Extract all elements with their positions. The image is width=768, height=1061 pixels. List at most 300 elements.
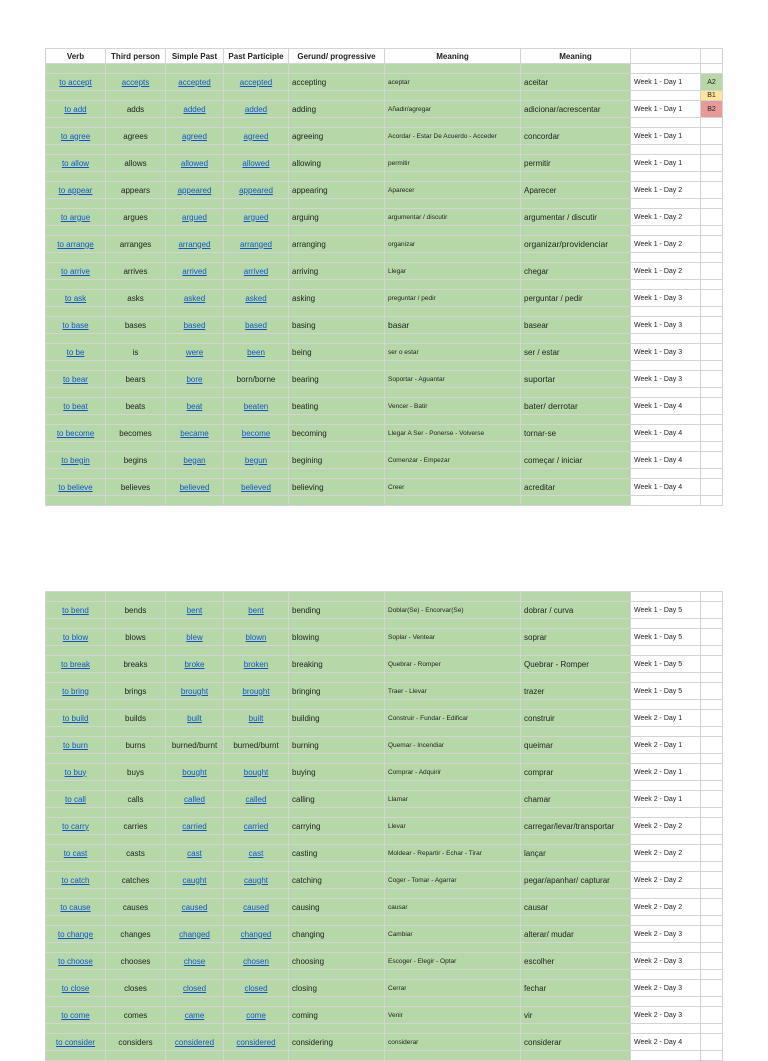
week-cell: Week 2 - Day 3 (631, 1007, 701, 1024)
verb-cell-link[interactable]: to consider (55, 1037, 96, 1047)
spacer-row (46, 118, 723, 128)
spacer-cell (289, 700, 385, 710)
meaning-pt-cell: suportar (521, 371, 631, 388)
spacer-cell (166, 889, 224, 899)
past-participle-cell-link[interactable]: asked (245, 293, 267, 303)
verb-cell-link[interactable]: to come (61, 1010, 90, 1020)
meaning-pt-cell: Aparecer (521, 182, 631, 199)
spacer-row (46, 889, 723, 899)
spacer-cell (289, 889, 385, 899)
past-participle-cell (224, 764, 289, 781)
verb-cell (46, 1007, 106, 1024)
gerund-cell: being (289, 344, 385, 361)
simple-past-cell-link[interactable]: argued (182, 212, 207, 222)
level-cell (701, 629, 723, 646)
past-participle-cell-link[interactable]: brought (242, 686, 270, 696)
level-cell (701, 656, 723, 673)
spacer-cell (224, 172, 289, 182)
past-participle-cell-link[interactable]: been (247, 347, 265, 357)
meaning-es-cell: causar (385, 899, 521, 916)
simple-past-cell (166, 290, 224, 307)
spacer-cell (224, 916, 289, 926)
verb-cell-link[interactable]: to close (61, 983, 90, 993)
level-cell (701, 602, 723, 619)
table-row[interactable] (46, 236, 723, 253)
spacer-cell (631, 145, 701, 155)
spacer-cell (701, 1024, 723, 1034)
spacer-cell (521, 91, 631, 101)
verb-cell (46, 425, 106, 442)
gerund-cell: becoming (289, 425, 385, 442)
simple-past-cell-link[interactable]: brought (180, 686, 209, 696)
table-row[interactable] (46, 263, 723, 280)
spacer-cell (289, 1051, 385, 1061)
simple-past-cell-link[interactable]: broke (184, 659, 205, 669)
verb-cell-link[interactable]: to allow (61, 158, 90, 168)
table-row[interactable] (46, 602, 723, 619)
spacer-cell (385, 862, 521, 872)
spacer-cell (166, 754, 224, 764)
simple-past-cell-link[interactable]: built (187, 713, 202, 723)
simple-past-cell-link[interactable]: arrived (182, 266, 207, 276)
verb-cell-link[interactable]: to bear (63, 374, 88, 384)
past-participle-cell (224, 602, 289, 619)
verb-cell-link[interactable]: to bend (62, 605, 89, 615)
week-cell: Week 1 - Day 4 (631, 479, 701, 496)
past-participle-cell-link[interactable]: accepted (239, 77, 273, 87)
simple-past-cell-link[interactable]: chose (183, 956, 206, 966)
spacer-row (46, 172, 723, 182)
table-row[interactable] (46, 764, 723, 781)
gerund-cell: breaking (289, 656, 385, 673)
meaning-es-cell: Cerrar (385, 980, 521, 997)
spacer-cell (106, 496, 166, 506)
gerund-cell: adding (289, 101, 385, 118)
verb-cell (46, 479, 106, 496)
spacer-cell (521, 781, 631, 791)
table-body-bottom (46, 592, 723, 1061)
spacer-row (46, 442, 723, 452)
spacer-cell (46, 727, 106, 737)
header-gerund: Gerund/ progressive (289, 49, 385, 64)
table-row[interactable] (46, 872, 723, 889)
spacer-cell (46, 943, 106, 953)
simple-past-cell-link[interactable]: caused (181, 902, 208, 912)
spacer-cell (631, 415, 701, 425)
table-row[interactable] (46, 1034, 723, 1051)
past-participle-cell-link[interactable]: bought (243, 767, 269, 777)
verb-cell-link[interactable]: to arrange (57, 239, 94, 249)
spacer-cell (385, 415, 521, 425)
past-participle-cell-link[interactable]: caused (243, 902, 269, 912)
spacer-cell (521, 334, 631, 344)
spacer-cell (701, 415, 723, 425)
header-past-participle: Past Participle (224, 49, 289, 64)
table-row[interactable] (46, 479, 723, 496)
week-cell: Week 1 - Day 3 (631, 344, 701, 361)
verb-cell-link[interactable]: to cause (60, 902, 91, 912)
simple-past-cell-link[interactable]: carried (182, 821, 207, 831)
simple-past-cell-link[interactable]: bore (186, 374, 203, 384)
spacer-cell (46, 619, 106, 629)
spacer-cell (106, 469, 166, 479)
table-row[interactable] (46, 899, 723, 916)
past-participle-cell-link[interactable]: cast (248, 848, 264, 858)
header-level (701, 49, 723, 64)
third-person-cell-link[interactable]: accepts (121, 77, 150, 87)
table-row[interactable] (46, 629, 723, 646)
spacer-cell (166, 145, 224, 155)
spacer-cell (521, 118, 631, 128)
past-participle-cell-link[interactable]: chosen (243, 956, 269, 966)
spacer-cell (631, 361, 701, 371)
verb-cell (46, 398, 106, 415)
spacer-cell (106, 280, 166, 290)
meaning-es-cell: Llegar A Ser - Ponerse - Volverse (385, 425, 521, 442)
simple-past-cell-link[interactable]: based (183, 320, 206, 330)
verb-cell-link[interactable]: to believe (58, 482, 93, 492)
table-row[interactable] (46, 128, 723, 145)
verb-cell-link[interactable]: to be (66, 347, 85, 357)
spacer-cell (46, 997, 106, 1007)
gerund-cell: agreeing (289, 128, 385, 145)
past-participle-cell-link[interactable]: begun (244, 455, 268, 465)
table-row[interactable] (46, 398, 723, 415)
gerund-cell: causing (289, 899, 385, 916)
past-participle-cell-link[interactable]: considered (236, 1037, 276, 1047)
simple-past-cell (166, 683, 224, 700)
past-participle-cell-link[interactable]: arrived (243, 266, 269, 276)
spacer-cell (106, 64, 166, 74)
spacer-cell (224, 673, 289, 683)
simple-past-cell-link[interactable]: began (183, 455, 206, 465)
table-row[interactable] (46, 425, 723, 442)
table-row[interactable] (46, 791, 723, 808)
spacer-cell (385, 280, 521, 290)
verb-cell-link[interactable]: to buy (64, 767, 87, 777)
verb-cell-link[interactable]: to ask (64, 293, 87, 303)
simple-past-cell-link[interactable]: came (184, 1010, 205, 1020)
verb-table-top (45, 48, 723, 506)
verb-cell-link[interactable]: to blow (62, 632, 89, 642)
spacer-cell (106, 646, 166, 656)
past-participle-cell (224, 926, 289, 943)
verb-cell (46, 791, 106, 808)
simple-past-cell-link[interactable]: allowed (180, 158, 209, 168)
spacer-cell (521, 943, 631, 953)
spacer-cell (224, 889, 289, 899)
past-participle-cell (224, 899, 289, 916)
spacer-cell (521, 307, 631, 317)
table-row[interactable] (46, 953, 723, 970)
past-participle-cell-link[interactable]: carried (243, 821, 269, 831)
simple-past-cell-link[interactable]: believed (179, 482, 210, 492)
spacer-cell (385, 970, 521, 980)
spacer-cell (224, 496, 289, 506)
gerund-cell: casting (289, 845, 385, 862)
past-participle-cell (224, 656, 289, 673)
third-person-cell: adds (106, 101, 166, 118)
table-row[interactable] (46, 74, 723, 91)
spacer-cell (631, 280, 701, 290)
spacer-cell (106, 916, 166, 926)
spacer-cell (106, 673, 166, 683)
past-participle-cell-link[interactable]: believed (241, 482, 271, 492)
past-participle-cell (224, 209, 289, 226)
spacer-cell (224, 199, 289, 209)
spacer-cell (46, 469, 106, 479)
table-row[interactable] (46, 737, 723, 754)
simple-past-cell-link[interactable]: appeared (177, 185, 212, 195)
meaning-es-cell: argumentar / discutir (385, 209, 521, 226)
past-participle-cell-link[interactable]: become (241, 428, 271, 438)
spacer-cell (631, 727, 701, 737)
verb-cell-link[interactable]: to choose (58, 956, 93, 966)
verb-cell-link[interactable]: to burn (63, 740, 88, 750)
meaning-pt-cell: alterar/ mudar (521, 926, 631, 943)
verb-cell-link[interactable]: to break (61, 659, 90, 669)
past-participle-cell-link[interactable]: changed (240, 929, 272, 939)
simple-past-cell-link[interactable]: arranged (178, 239, 211, 249)
past-participle-cell (224, 344, 289, 361)
table-row[interactable] (46, 290, 723, 307)
week-cell: Week 2 - Day 4 (631, 1034, 701, 1051)
spacer-cell (521, 469, 631, 479)
meaning-es-cell: Creer (385, 479, 521, 496)
verb-cell-link[interactable]: to call (65, 794, 86, 804)
verb-cell-link[interactable]: to accept (59, 77, 92, 87)
simple-past-cell-link[interactable]: bent (186, 605, 203, 615)
past-participle-cell-link[interactable]: built (248, 713, 264, 723)
spacer-cell (521, 1024, 631, 1034)
verb-cell-link[interactable]: to change (57, 929, 94, 939)
spacer-row (46, 619, 723, 629)
verb-cell-link[interactable]: to arrive (61, 266, 90, 276)
meaning-es-cell: considerar (385, 1034, 521, 1051)
spacer-cell (631, 496, 701, 506)
table-row[interactable] (46, 710, 723, 727)
gerund-cell: asking (289, 290, 385, 307)
meaning-pt-cell: acreditar (521, 479, 631, 496)
table-row[interactable] (46, 155, 723, 172)
verb-cell-link[interactable]: to agree (60, 131, 91, 141)
spacer-cell (289, 997, 385, 1007)
meaning-pt-cell: considerar (521, 1034, 631, 1051)
simple-past-cell-link[interactable]: blew (186, 632, 203, 642)
spacer-cell (106, 118, 166, 128)
table-row[interactable] (46, 452, 723, 469)
week-cell: Week 1 - Day 1 (631, 101, 701, 118)
past-participle-cell-link[interactable]: agreed (243, 131, 269, 141)
table-row[interactable] (46, 344, 723, 361)
spacer-cell (289, 280, 385, 290)
header-row (46, 49, 723, 64)
table-row[interactable] (46, 101, 723, 118)
spacer-cell (166, 700, 224, 710)
past-participle-cell (224, 479, 289, 496)
simple-past-cell-link[interactable]: became (180, 428, 209, 438)
spacer-cell (224, 646, 289, 656)
spacer-cell (385, 388, 521, 398)
past-participle-cell (224, 791, 289, 808)
table-row[interactable] (46, 818, 723, 835)
spacer-cell (385, 118, 521, 128)
past-participle-cell-link[interactable]: closed (244, 983, 268, 993)
simple-past-cell (166, 629, 224, 646)
table-row[interactable] (46, 980, 723, 997)
spacer-cell (385, 619, 521, 629)
verb-cell (46, 344, 106, 361)
past-participle-cell-link[interactable]: based (245, 320, 267, 330)
verb-cell-link[interactable]: to argue (60, 212, 91, 222)
meaning-es-cell: Escoger - Elegir - Optar (385, 953, 521, 970)
verb-table-bottom (45, 591, 723, 1061)
table-row[interactable] (46, 182, 723, 199)
simple-past-cell (166, 872, 224, 889)
simple-past-cell-link[interactable]: agreed (182, 131, 207, 141)
spacer-cell (289, 334, 385, 344)
simple-past-cell-link[interactable]: caught (182, 875, 207, 885)
gerund-cell: accepting (289, 74, 385, 91)
spacer-row (46, 673, 723, 683)
past-participle-cell (224, 710, 289, 727)
verb-cell-link[interactable]: to add (64, 104, 87, 114)
simple-past-cell-link[interactable]: closed (182, 983, 207, 993)
spacer-cell (166, 334, 224, 344)
table-row[interactable] (46, 209, 723, 226)
simple-past-cell-link[interactable]: called (184, 794, 205, 804)
spacer-cell (701, 1051, 723, 1061)
spacer-cell (289, 307, 385, 317)
spacer-cell (46, 388, 106, 398)
spacer-cell (224, 619, 289, 629)
verb-cell-link[interactable]: to catch (61, 875, 90, 885)
spacer-row (46, 943, 723, 953)
table-row[interactable] (46, 656, 723, 673)
spacer-cell (224, 334, 289, 344)
simple-past-cell-link[interactable]: asked (183, 293, 206, 303)
past-participle-cell-link[interactable]: come (246, 1010, 266, 1020)
gerund-cell: arranging (289, 236, 385, 253)
spacer-cell (224, 1051, 289, 1061)
spacer-cell (701, 889, 723, 899)
week-cell: Week 2 - Day 1 (631, 764, 701, 781)
past-participle-cell-link[interactable]: blown (245, 632, 267, 642)
simple-past-cell (166, 602, 224, 619)
third-person-cell: chooses (106, 953, 166, 970)
past-participle-cell-link[interactable]: allowed (242, 158, 270, 168)
spacer-row (46, 496, 723, 506)
spacer-cell (521, 226, 631, 236)
spacer-cell (631, 253, 701, 263)
verb-cell-link[interactable]: to carry (62, 821, 89, 831)
spacer-cell (631, 835, 701, 845)
spacer-cell (701, 118, 723, 128)
table-row[interactable] (46, 845, 723, 862)
third-person-cell: appears (106, 182, 166, 199)
simple-past-cell-link[interactable]: were (185, 347, 204, 357)
simple-past-cell-link[interactable]: cast (187, 848, 202, 858)
gerund-cell: blowing (289, 629, 385, 646)
spacer-cell (385, 673, 521, 683)
spacer-row (46, 781, 723, 791)
spacer-cell (166, 997, 224, 1007)
past-participle-cell-link[interactable]: argued (243, 212, 269, 222)
simple-past-cell (166, 371, 224, 388)
past-participle-cell-link[interactable]: appeared (239, 185, 273, 195)
spacer-cell (46, 172, 106, 182)
verb-cell-link[interactable]: to cast (63, 848, 88, 858)
simple-past-cell-link[interactable]: accepted (178, 77, 211, 87)
simple-past-cell-link[interactable]: added (183, 104, 206, 114)
spacer-cell (701, 145, 723, 155)
verb-cell (46, 710, 106, 727)
verb-cell-link[interactable]: to beat (63, 401, 88, 411)
spacer-cell (224, 253, 289, 263)
spacer-cell (46, 808, 106, 818)
meaning-es-cell: Llevar (385, 818, 521, 835)
week-cell: Week 1 - Day 5 (631, 602, 701, 619)
spacer-cell (521, 199, 631, 209)
spacer-cell (166, 118, 224, 128)
table-row[interactable] (46, 371, 723, 388)
simple-past-cell-link[interactable]: considered (174, 1037, 215, 1047)
spacer-cell (701, 334, 723, 344)
simple-past-cell-link[interactable]: beat (186, 401, 203, 411)
meaning-pt-cell: construir (521, 710, 631, 727)
spacer-cell (224, 469, 289, 479)
past-participle-cell-link[interactable]: called (245, 794, 267, 804)
simple-past-cell (166, 764, 224, 781)
table-row[interactable] (46, 926, 723, 943)
verb-cell-link[interactable]: to base (62, 320, 89, 330)
table-row[interactable] (46, 683, 723, 700)
past-participle-cell-link[interactable]: bent (248, 605, 264, 615)
simple-past-cell-link[interactable]: bought (182, 767, 207, 777)
spacer-cell (166, 592, 224, 602)
verb-cell-link[interactable]: to begin (61, 455, 90, 465)
table-row[interactable] (46, 317, 723, 334)
week-cell: Week 2 - Day 2 (631, 872, 701, 889)
spacer-cell (224, 781, 289, 791)
spacer-cell (166, 970, 224, 980)
past-participle-cell (224, 74, 289, 91)
spacer-cell (106, 307, 166, 317)
spacer-cell (701, 835, 723, 845)
past-participle-cell-link[interactable]: beaten (243, 401, 269, 411)
past-participle-cell-link[interactable]: arranged (239, 239, 273, 249)
past-participle-cell-link[interactable]: caught (243, 875, 269, 885)
gerund-cell: considering (289, 1034, 385, 1051)
past-participle-cell-link[interactable]: broken (243, 659, 269, 669)
verb-cell-link[interactable]: to build (62, 713, 89, 723)
verb-cell (46, 452, 106, 469)
spacer-cell (106, 754, 166, 764)
spacer-cell (224, 970, 289, 980)
spacer-cell (106, 1024, 166, 1034)
verb-cell-link[interactable]: to appear (58, 185, 93, 195)
table-row[interactable] (46, 1007, 723, 1024)
meaning-es-cell: basar (385, 317, 521, 334)
spacer-cell (701, 442, 723, 452)
spacer-cell (106, 388, 166, 398)
verb-cell-link[interactable]: to bring (62, 686, 89, 696)
past-participle-cell-link[interactable]: added (244, 104, 268, 114)
week-cell: Week 1 - Day 2 (631, 209, 701, 226)
simple-past-cell-link[interactable]: changed (179, 929, 210, 939)
spacer-cell (224, 361, 289, 371)
verb-cell-link[interactable]: to become (56, 428, 95, 438)
